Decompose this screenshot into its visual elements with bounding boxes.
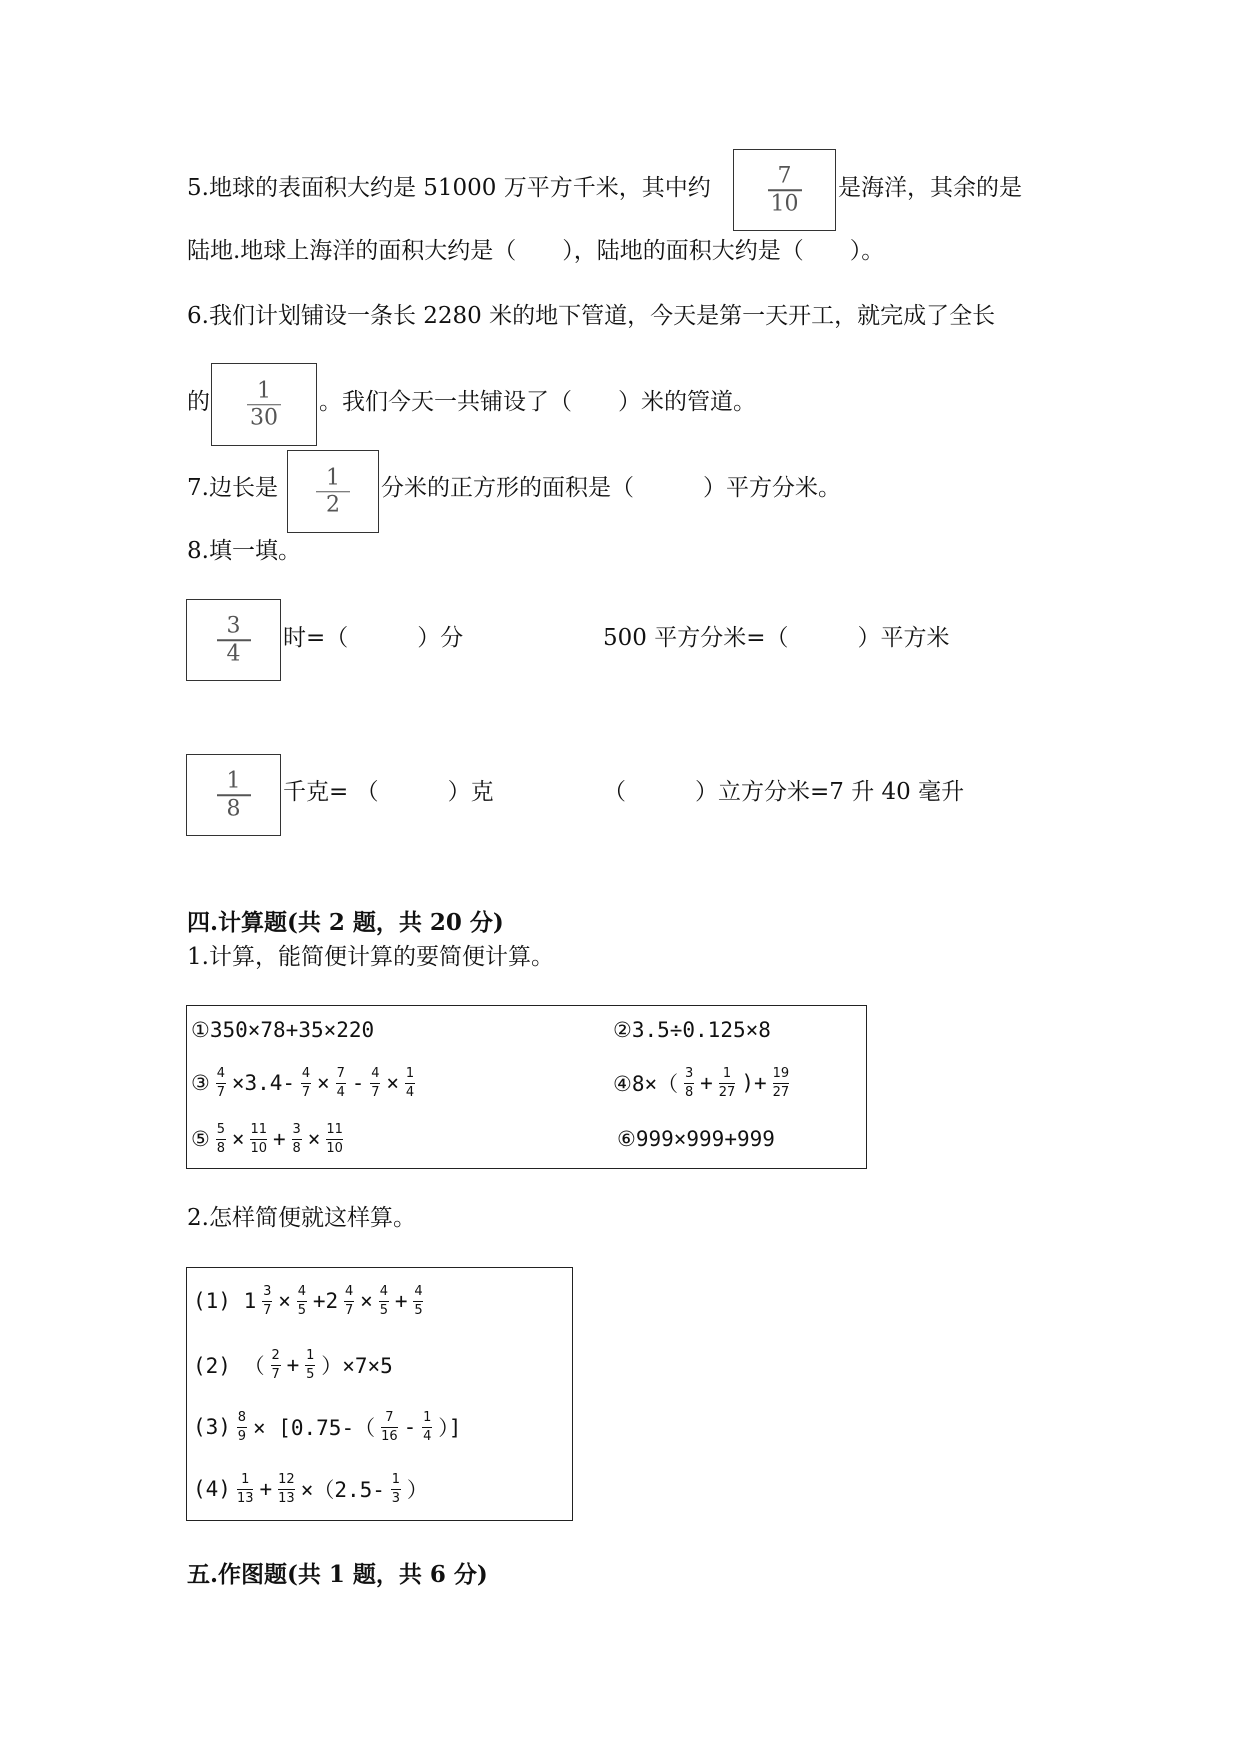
calc-row-2: (2) （ 2 7 + 1 5 ）×7×5 [193, 1347, 393, 1382]
fraction-denominator: 30 [250, 405, 278, 431]
q5-line2: 陆地.地球上海洋的面积大约是（ ），陆地的面积大约是（ ）。 [187, 238, 885, 264]
section5-heading: 五.作图题(共 1 题，共 6 分) [187, 1561, 488, 1588]
fraction-numerator: 1 [226, 768, 241, 794]
fraction-denominator: 8 [226, 795, 241, 821]
q7-fraction-box [287, 450, 379, 533]
q8-row1-right: 500 平方分米=（ ）平方米 [603, 625, 950, 651]
fraction: 3 8 [684, 1065, 694, 1100]
calc-box-1 [186, 1005, 867, 1169]
q8-row2-right: （ ）立方分米=7 升 40 毫升 [603, 779, 965, 805]
fraction: 1 5 [306, 1347, 315, 1382]
q6-fraction [212, 379, 316, 431]
fraction-numerator: 1 [257, 377, 271, 403]
fraction: 1 27 [718, 1065, 736, 1100]
fraction-numerator: 3 [226, 613, 241, 639]
fraction: 1 4 [423, 1409, 432, 1444]
fraction: 4 7 [216, 1065, 225, 1100]
q7-fraction [288, 466, 378, 518]
q7-post: 分米的正方形的面积是（ ）平方分米。 [381, 475, 841, 501]
fraction: 12 13 [278, 1471, 295, 1506]
section4-heading: 四.计算题(共 2 题，共 20 分) [187, 909, 504, 936]
q8-row1-fraction-box [186, 599, 281, 681]
q5-line1-end: 是海洋，其余的是 [838, 175, 1022, 201]
q5-fraction-box [733, 149, 836, 231]
fraction-denominator: 4 [226, 640, 241, 666]
fraction: 4 5 [297, 1283, 307, 1318]
fraction: 5 8 [216, 1121, 225, 1156]
fraction: 4 5 [379, 1283, 388, 1318]
calc-row-4: (4) 1 13 + 12 13 ×（2.5- 1 3 ） [193, 1471, 428, 1506]
q8-row1-left: 时=（ ）分 [283, 625, 464, 651]
fraction-denominator: 10 [770, 190, 799, 216]
fraction: 3 7 [263, 1283, 272, 1318]
calc-item-1: ①350×78+35×220 [191, 1018, 375, 1042]
q8-row2-left: 千克= （ ）克 [283, 779, 494, 805]
calc-item-2: ②3.5÷0.125×8 [613, 1018, 771, 1042]
fraction: 3 8 [292, 1121, 301, 1156]
fraction: 1 4 [405, 1065, 415, 1100]
calc-item-5: ⑤ 5 8 × 11 10 + 3 8 × 11 10 [191, 1121, 343, 1156]
fraction: 7 4 [336, 1065, 345, 1100]
calc-box-2 [186, 1267, 573, 1521]
q6-pre: 的 [187, 389, 210, 415]
q8-title: 8.填一填。 [187, 538, 301, 564]
fraction-denominator: 2 [326, 492, 340, 518]
q6-line1: 6.我们计划铺设一条长 2280 米的地下管道，今天是第一天开工，就完成了全长 [187, 303, 996, 329]
fraction-numerator: 7 [777, 163, 792, 189]
fraction: 1 3 [391, 1471, 401, 1506]
q5-fraction [734, 164, 835, 216]
fraction: 7 16 [381, 1409, 398, 1444]
fraction: 4 7 [371, 1065, 380, 1100]
q8-row2-fraction [187, 769, 280, 821]
fraction: 4 7 [301, 1065, 311, 1100]
fraction: 4 7 [345, 1283, 354, 1318]
calc-item-3: ③ 4 7 ×3.4- 4 7 × 7 4 - 4 7 × 1 4 [191, 1065, 415, 1100]
calc-item-6: ⑥999×999+999 [617, 1127, 775, 1151]
fraction: 11 10 [326, 1121, 343, 1156]
section4-q1-title: 1.计算，能简便计算的要简便计算。 [187, 944, 554, 970]
fraction: 2 7 [271, 1347, 280, 1382]
fraction: 8 9 [237, 1409, 247, 1444]
calc-row-1: (1) 1 3 7 × 4 5 +2 4 7 × 4 5 + 4 5 [193, 1283, 423, 1318]
q6-fraction-box [211, 363, 317, 446]
fraction: 4 5 [414, 1283, 423, 1318]
section4-q2-title: 2.怎样简便就这样算。 [187, 1205, 416, 1231]
q7-pre: 7.边长是 [187, 475, 278, 501]
fraction: 19 27 [772, 1065, 790, 1100]
fraction-numerator: 1 [326, 464, 340, 490]
fraction: 1 13 [236, 1471, 254, 1506]
calc-item-4: ④8×（ 3 8 + 1 27 )+ 19 27 [613, 1065, 790, 1100]
q8-row2-fraction-box [186, 754, 281, 836]
calc-row-3: (3) 8 9 × [0.75-（ 7 16 - 1 4 ）] [193, 1409, 462, 1444]
fraction: 11 10 [250, 1121, 268, 1156]
q5-line1-start: 5.地球的表面积大约是 51000 万平方千米，其中约 [187, 175, 711, 201]
q8-row1-fraction [187, 614, 280, 666]
q6-post: 。我们今天一共铺设了（ ）米的管道。 [319, 389, 756, 415]
